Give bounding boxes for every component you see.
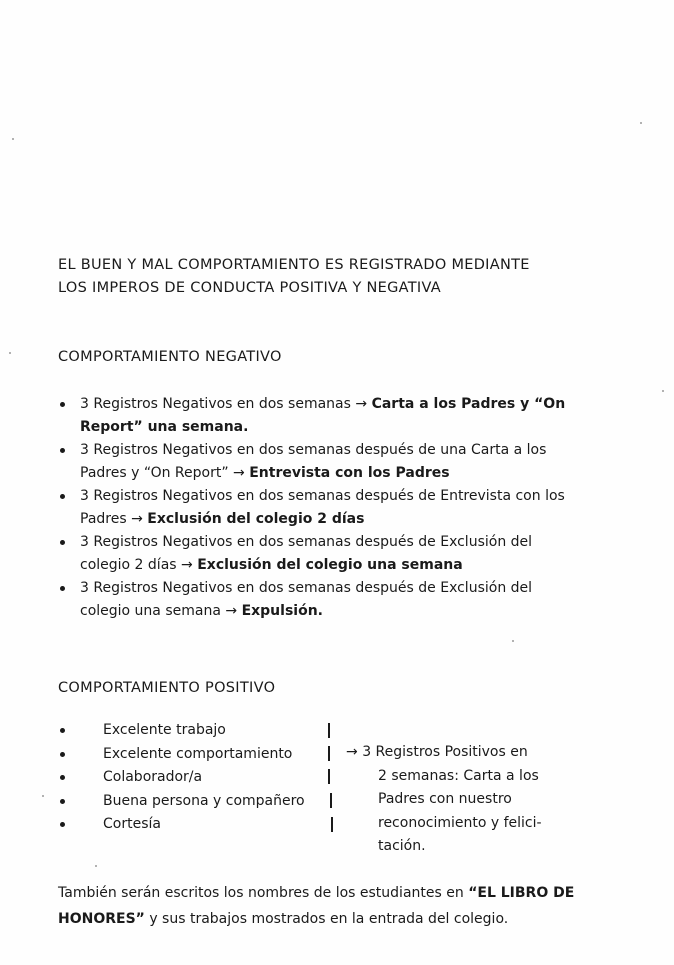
scan-speck [640, 122, 642, 124]
item-consequence: Exclusión del colegio una semana [197, 557, 463, 573]
scan-speck [12, 138, 14, 140]
list-item: Excelente comportamiento [58, 743, 338, 767]
consequence-line: reconocimiento y felici- [378, 814, 542, 831]
scan-speck [512, 640, 514, 642]
column-divider [328, 723, 330, 738]
column-divider [328, 769, 330, 784]
column-divider [328, 746, 330, 761]
item-consequence: Entrevista con los Padres [249, 465, 450, 481]
negative-behavior-list [58, 393, 578, 623]
consequence-line: Padres con nuestro [378, 791, 512, 807]
positive-consequence [346, 741, 566, 859]
footer-paragraph [58, 880, 578, 932]
item-text: 3 Registros Negativos en dos semanas después de Exclusión del colegio una semana [80, 580, 533, 619]
list-item: Colaborador/a [58, 766, 338, 790]
scan-speck [662, 390, 664, 392]
list-item [58, 485, 578, 531]
arrow-icon: → [355, 396, 368, 412]
arrow-icon: → [225, 603, 238, 619]
arrow-icon: → [181, 557, 193, 573]
arrow-icon: → [346, 744, 358, 760]
document-title: EL BUEN Y MAL COMPORTAMIENTO ES REGISTRADO MEDIANTE LOS IMPEROS DE CONDUCTA POSITIVA Y NEGATIVA [58, 257, 530, 296]
column-divider [331, 817, 333, 832]
footer-emphasis: “EL LIBRO DE HONORES” [58, 885, 575, 927]
column-divider [330, 793, 332, 808]
list-item: Cortesía [58, 813, 338, 837]
item-text: 3 Registros Negativos en dos semanas después de una Carta a los Padres y “On Report” [80, 442, 547, 481]
list-item: Buena persona y compañero [58, 790, 338, 814]
scan-speck [42, 795, 44, 797]
consequence-line: 2 semanas: Carta a los [378, 767, 539, 784]
footer-text: También serán escritos los nombres de los estudiantes en [58, 885, 469, 901]
positive-section-heading: COMPORTAMIENTO POSITIVO [58, 680, 276, 696]
list-item: Excelente trabajo [58, 719, 338, 743]
item-text: 3 Registros Negativos en dos semanas después de Entrevista con los Padres [80, 488, 565, 527]
positive-behavior-list [58, 719, 338, 837]
arrow-icon: → [131, 511, 143, 527]
consequence-text: 3 Registros Positivos en [362, 744, 528, 760]
item-consequence: Expulsión. [241, 603, 323, 619]
consequence-line [346, 741, 566, 765]
list-item [58, 531, 578, 577]
consequence-line: tación. [378, 838, 426, 854]
list-item [58, 439, 578, 485]
arrow-icon: → [233, 465, 245, 481]
list-item [58, 577, 578, 623]
scan-speck [9, 352, 11, 354]
list-item [58, 393, 578, 439]
item-text: 3 Registros Negativos en dos semanas después de Exclusión del colegio 2 días [80, 534, 533, 573]
negative-section-heading: COMPORTAMIENTO NEGATIVO [58, 349, 282, 365]
scan-speck [95, 865, 97, 867]
item-consequence: Exclusión del colegio 2 días [147, 511, 365, 527]
item-consequence: Carta a los Padres y “On Report” una semana. [80, 396, 566, 435]
footer-text-end: y sus trabajos mostrados en la entrada del colegio. [144, 911, 509, 927]
item-text: 3 Registros Negativos en dos semanas [80, 396, 351, 412]
